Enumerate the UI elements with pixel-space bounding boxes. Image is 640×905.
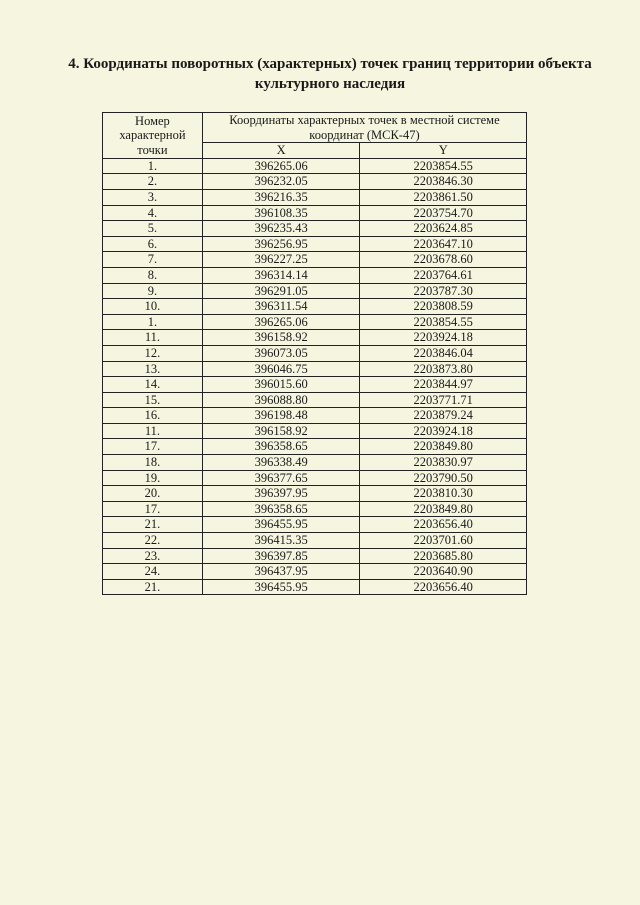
table-row <box>103 564 527 580</box>
y-coordinate-cell: 2203790.50 <box>360 470 527 486</box>
y-coordinate-cell: 2203754.70 <box>360 205 527 221</box>
y-coordinate-cell: 2203685.80 <box>360 548 527 564</box>
table-row <box>103 392 527 408</box>
point-number-cell: 1. <box>103 314 203 330</box>
point-number-cell: 7. <box>103 252 203 268</box>
x-coordinate-cell: 396311.54 <box>202 299 360 315</box>
table-row <box>103 221 527 237</box>
y-coordinate-cell: 2203846.30 <box>360 174 527 190</box>
y-coordinate-cell: 2203873.80 <box>360 361 527 377</box>
y-coordinate-cell: 2203678.60 <box>360 252 527 268</box>
y-coordinate-cell: 2203787.30 <box>360 283 527 299</box>
point-number-cell: 14. <box>103 377 203 393</box>
point-number-cell: 20. <box>103 486 203 502</box>
x-coordinate-cell: 396358.65 <box>202 439 360 455</box>
point-number-cell: 21. <box>103 579 203 595</box>
x-coordinate-cell: 396235.43 <box>202 221 360 237</box>
x-coordinate-cell: 396397.85 <box>202 548 360 564</box>
point-number-cell: 4. <box>103 205 203 221</box>
table-row <box>103 314 527 330</box>
table-row <box>103 330 527 346</box>
document-title <box>40 54 620 94</box>
y-coordinate-cell: 2203846.04 <box>360 345 527 361</box>
table-row <box>103 299 527 315</box>
y-coordinate-cell: 2203624.85 <box>360 221 527 237</box>
header-point-number <box>103 113 203 159</box>
point-number-cell: 9. <box>103 283 203 299</box>
table-row <box>103 579 527 595</box>
point-number-cell: 23. <box>103 548 203 564</box>
point-number-cell: 11. <box>103 330 203 346</box>
point-number-cell: 21. <box>103 517 203 533</box>
x-coordinate-cell: 396455.95 <box>202 517 360 533</box>
x-coordinate-cell: 396397.95 <box>202 486 360 502</box>
header-point-number-line: Номер <box>135 113 170 128</box>
title-line-2: культурного наследия <box>254 76 406 92</box>
header-y: Y <box>360 143 527 159</box>
point-number-cell: 6. <box>103 236 203 252</box>
x-coordinate-cell: 396046.75 <box>202 361 360 377</box>
point-number-cell: 3. <box>103 189 203 205</box>
table-row <box>103 533 527 549</box>
x-coordinate-cell: 396265.06 <box>202 158 360 174</box>
point-number-cell: 1. <box>103 158 203 174</box>
table-row <box>103 455 527 471</box>
y-coordinate-cell: 2203849.80 <box>360 501 527 517</box>
table-row <box>103 205 527 221</box>
x-coordinate-cell: 396291.05 <box>202 283 360 299</box>
x-coordinate-cell: 396437.95 <box>202 564 360 580</box>
y-coordinate-cell: 2203854.55 <box>360 314 527 330</box>
y-coordinate-cell: 2203810.30 <box>360 486 527 502</box>
y-coordinate-cell: 2203924.18 <box>360 423 527 439</box>
y-coordinate-cell: 2203849.80 <box>360 439 527 455</box>
x-coordinate-cell: 396227.25 <box>202 252 360 268</box>
x-coordinate-cell: 396338.49 <box>202 455 360 471</box>
point-number-cell: 17. <box>103 439 203 455</box>
x-coordinate-cell: 396415.35 <box>202 533 360 549</box>
table-row <box>103 361 527 377</box>
point-number-cell: 11. <box>103 423 203 439</box>
table-row <box>103 517 527 533</box>
table-row <box>103 252 527 268</box>
table-row <box>103 267 527 283</box>
table-header <box>103 113 527 159</box>
table-row <box>103 408 527 424</box>
point-number-cell: 16. <box>103 408 203 424</box>
table-row <box>103 158 527 174</box>
point-number-cell: 17. <box>103 501 203 517</box>
header-coordinates-line: Координаты характерных точек в местной системе <box>229 113 500 127</box>
point-number-cell: 13. <box>103 361 203 377</box>
table-row <box>103 283 527 299</box>
table-row <box>103 345 527 361</box>
x-coordinate-cell: 396073.05 <box>202 345 360 361</box>
x-coordinate-cell: 396198.48 <box>202 408 360 424</box>
x-coordinate-cell: 396015.60 <box>202 377 360 393</box>
y-coordinate-cell: 2203771.71 <box>360 392 527 408</box>
table-row <box>103 486 527 502</box>
x-coordinate-cell: 396377.65 <box>202 470 360 486</box>
y-coordinate-cell: 2203647.10 <box>360 236 527 252</box>
x-coordinate-cell: 396358.65 <box>202 501 360 517</box>
table-row <box>103 548 527 564</box>
y-coordinate-cell: 2203640.90 <box>360 564 527 580</box>
header-coordinates <box>202 113 526 143</box>
y-coordinate-cell: 2203656.40 <box>360 517 527 533</box>
x-coordinate-cell: 396158.92 <box>202 330 360 346</box>
x-coordinate-cell: 396088.80 <box>202 392 360 408</box>
y-coordinate-cell: 2203861.50 <box>360 189 527 205</box>
x-coordinate-cell: 396158.92 <box>202 423 360 439</box>
table-row <box>103 377 527 393</box>
y-coordinate-cell: 2203924.18 <box>360 330 527 346</box>
x-coordinate-cell: 396314.14 <box>202 267 360 283</box>
x-coordinate-cell: 396455.95 <box>202 579 360 595</box>
point-number-cell: 15. <box>103 392 203 408</box>
y-coordinate-cell: 2203879.24 <box>360 408 527 424</box>
x-coordinate-cell: 396232.05 <box>202 174 360 190</box>
y-coordinate-cell: 2203764.61 <box>360 267 527 283</box>
table-row <box>103 174 527 190</box>
point-number-cell: 8. <box>103 267 203 283</box>
x-coordinate-cell: 396256.95 <box>202 236 360 252</box>
point-number-cell: 22. <box>103 533 203 549</box>
table-row <box>103 501 527 517</box>
point-number-cell: 24. <box>103 564 203 580</box>
header-x: X <box>202 143 360 159</box>
table-row <box>103 236 527 252</box>
point-number-cell: 5. <box>103 221 203 237</box>
table-body <box>103 158 527 595</box>
y-coordinate-cell: 2203844.97 <box>360 377 527 393</box>
table-row <box>103 470 527 486</box>
table-row <box>103 189 527 205</box>
table-row <box>103 423 527 439</box>
point-number-cell: 12. <box>103 345 203 361</box>
x-coordinate-cell: 396265.06 <box>202 314 360 330</box>
point-number-cell: 18. <box>103 455 203 471</box>
x-coordinate-cell: 396108.35 <box>202 205 360 221</box>
header-point-number-line: характерной <box>119 128 186 143</box>
y-coordinate-cell: 2203854.55 <box>360 158 527 174</box>
y-coordinate-cell: 2203656.40 <box>360 579 527 595</box>
header-coordinates-line: координат (МСК-47) <box>309 127 420 142</box>
y-coordinate-cell: 2203830.97 <box>360 455 527 471</box>
coordinates-table <box>102 112 527 595</box>
table-row <box>103 439 527 455</box>
x-coordinate-cell: 396216.35 <box>202 189 360 205</box>
point-number-cell: 2. <box>103 174 203 190</box>
header-point-number-line: точки <box>137 142 168 157</box>
title-line-1: 4. Координаты поворотных (характерных) точек границ территории объекта <box>68 56 592 72</box>
y-coordinate-cell: 2203808.59 <box>360 299 527 315</box>
y-coordinate-cell: 2203701.60 <box>360 533 527 549</box>
point-number-cell: 19. <box>103 470 203 486</box>
point-number-cell: 10. <box>103 299 203 315</box>
